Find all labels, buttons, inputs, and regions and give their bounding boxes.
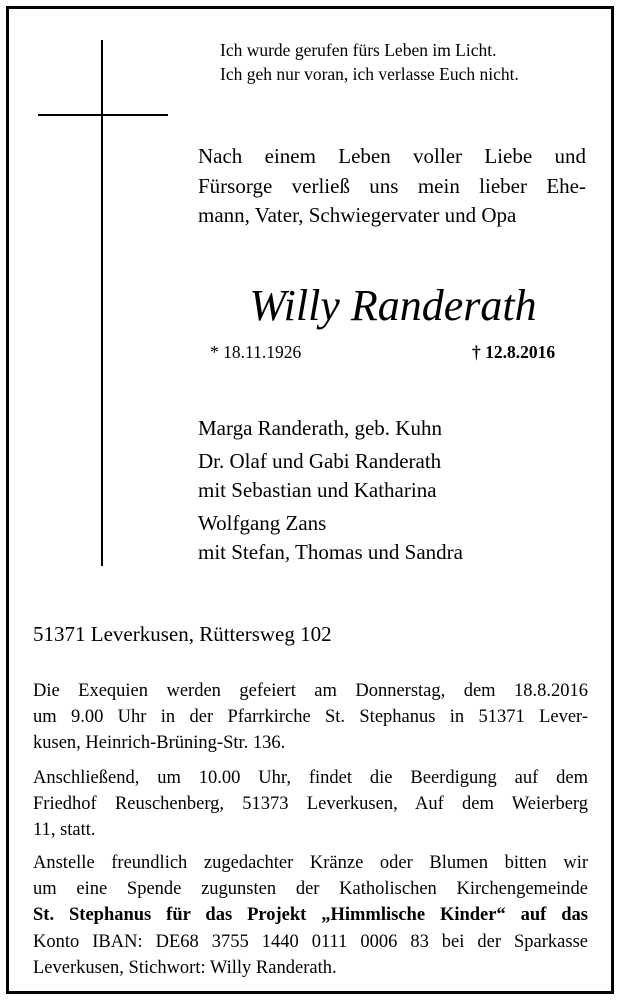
family-member: mit Sebastian und Katharina: [198, 478, 437, 502]
donation-notice: [33, 850, 588, 981]
cross-icon-vertical-bar: [101, 40, 103, 566]
notice-line: um 9.00 Uhr in der Pfarrkirche St. Stephanus in 51371 Lever-: [33, 707, 588, 728]
birth-date: * 18.11.1926: [210, 342, 302, 362]
notice-line: Friedhof Reuschenberg, 51373 Leverkusen, Auf dem Weierberg: [33, 794, 588, 815]
family-list: [198, 414, 463, 571]
verse: [220, 38, 519, 86]
family-group: [198, 509, 463, 568]
notice-line: Die Exequien werden gefeiert am Donnerstag, dem 18.8.2016: [33, 681, 588, 701]
intro-line: mann, Vater, Schwiegervater und Opa: [198, 203, 517, 227]
exequies-notice: [33, 678, 588, 757]
notice-line: 11, statt.: [33, 820, 96, 841]
verse-line: Ich wurde gerufen fürs Leben im Licht.: [220, 40, 497, 60]
notice-line: Anstelle freundlich zugedachter Kränze oder Blumen bitten wir: [33, 853, 588, 873]
burial-notice: [33, 765, 588, 844]
notice-line: St. Stephanus für das Projekt „Himmlische Kinder“ auf das: [33, 905, 588, 926]
intro-line: Nach einem Leben voller Liebe und: [198, 144, 586, 168]
family-group: [198, 414, 463, 444]
family-member: Wolfgang Zans: [198, 510, 327, 535]
notice-line: um eine Spende zugunsten der Katholischen Kirchengemeinde: [33, 879, 588, 900]
intro-text: [198, 142, 586, 231]
family-member: mit Stefan, Thomas und Sandra: [198, 540, 463, 564]
family-member: Dr. Olaf und Gabi Randerath: [198, 448, 442, 473]
deceased-name: Willy Randerath: [249, 281, 537, 330]
notice-line: Anschließend, um 10.00 Uhr, findet die Beerdigung auf dem: [33, 768, 588, 788]
verse-line: Ich geh nur voran, ich verlasse Euch nicht.: [220, 64, 519, 84]
notice-line: Konto IBAN: DE68 3755 1440 0111 0006 83 bei der Sparkasse: [33, 931, 588, 952]
notice-line: Leverkusen, Stichwort: Willy Randerath.: [33, 957, 337, 978]
family-member: Marga Randerath, geb. Kuhn: [198, 416, 442, 440]
intro-line: Fürsorge verließ uns mein lieber Ehe-: [198, 173, 586, 198]
family-address: 51371 Leverkusen, Rüttersweg 102: [33, 622, 332, 646]
notice-line: kusen, Heinrich-Brüning-Str. 136.: [33, 733, 286, 754]
death-date: † 12.8.2016: [472, 342, 556, 362]
family-group: [198, 447, 463, 506]
cross-icon-horizontal-bar: [38, 114, 168, 116]
